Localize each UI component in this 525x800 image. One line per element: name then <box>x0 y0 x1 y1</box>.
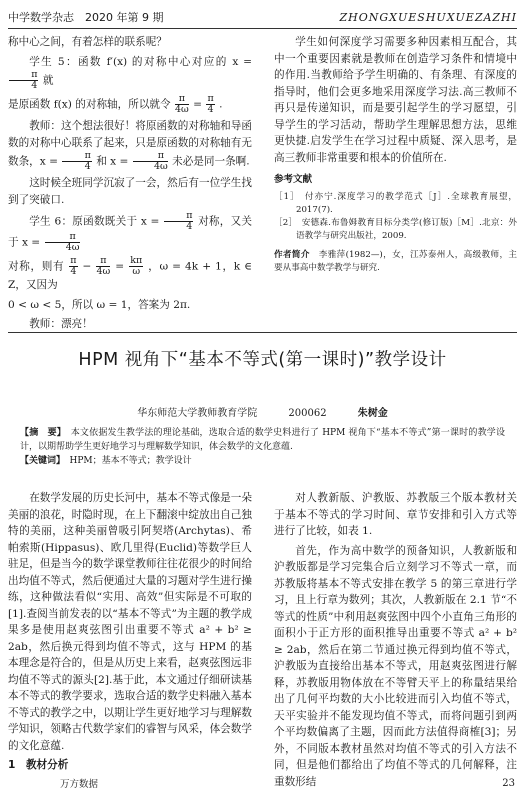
denominator: 4ω <box>175 104 189 115</box>
keywords <box>20 454 505 468</box>
numerator: π <box>207 93 214 104</box>
fraction <box>206 94 214 115</box>
journal-name: 中学数学杂志 2020 年第 9 期 <box>8 11 164 24</box>
author-name: 朱树金 <box>357 408 388 419</box>
numerator: π <box>133 151 168 162</box>
author-note <box>274 249 517 275</box>
denominator: 4ω <box>153 161 168 172</box>
fraction <box>129 256 143 277</box>
fraction <box>45 232 80 253</box>
paragraph <box>8 118 252 172</box>
paragraph <box>8 54 252 92</box>
journal-name-en: ZHONGXUESHUXUEZAZHI <box>339 10 517 24</box>
paragraph: 对人教新版、沪教版、苏教版三个版本教材关于基本不等式的学习时间、章节安排和引入方式等进行了比较，如表 1. <box>274 492 517 537</box>
denominator: 4 <box>186 221 193 232</box>
paragraph <box>8 211 252 253</box>
running-header <box>8 6 517 29</box>
bottom-right-column <box>274 490 517 793</box>
numerator: π <box>9 70 38 81</box>
text: = <box>115 260 125 273</box>
paragraph <box>8 256 252 294</box>
top-left-column <box>8 34 252 336</box>
numerator: π <box>175 94 189 105</box>
bottom-left-column <box>8 490 252 777</box>
denominator: 4 <box>207 104 214 115</box>
text: 是原函数 f(x) 的对称轴，所以就令 <box>8 98 171 111</box>
paragraph: 在数学发展的历史长河中，基本不等式像是一朵美丽的浪花，时隐时现，在上下翻滚中绽放出自己独特的美丽，这种美丽曾吸引阿契塔(Archytas)、希帕索斯(Hippasus)、欧几里得(Euclid)等数学巨人驻足，但是当今的数学课堂教师往往花很少的时间给出均值不等式，然后便通过大量的习题对学生进行操练，这种做法看似“实用、高效”但实际是不可取的[1].查阅当前发表的以“基本不等式”为主题的教学成果多是使用赵爽弦图引出重要不等式 a² + b² ≥ 2ab，然后换元得到均值不等式，这与 HPM 的基本理念是符合的，但是从历史上来看，赵爽弦图远非均值不等式的源头[2].基于此，本文通过仔细研读基本不等式的教学要求，选取合适的数学史料融入基本不等式的教学之中，以期让学生更好地学习与理解数学知识，领略古代数学家们的睿智与风采，体会数学的文化意蕴. <box>8 492 252 752</box>
author-note-label: 作者简介 <box>274 249 310 260</box>
text: − <box>82 260 92 273</box>
numerator: π <box>62 151 91 162</box>
page-number: 23 <box>502 778 515 789</box>
fraction <box>69 256 77 277</box>
paragraph: 首先，作为高中数学的预备知识，人教新版和沪教版都是学习完集合后立刻学习不等式一章，而苏教版将基本不等式安排在教学 5 的第三章进行学习，且上行章为数列；其次，人教新版在 2.1 节“不等式的性质”中利用赵爽弦图中四个小直角三角形的面积小于正方形的面积推导出重要不等式 a² + b² ≥ 2ab，然后在第二节通过换元得到均值不等式，沪教版为直接给出基本不等式，用赵爽弦图进行解释，苏教版用物体放在不等臂天平上的称量结果给出了几何平均数的大小比较进而引入均值不等式，天平实验并不能发现均值不等式，而将问题引到两个平均数偏离了主题，因而此方法值得商榷[3]；另外，不同版本教材虽然对均值不等式的引入方法不同，但是他们都给出了均值不等式的几何解释，注重数形结 <box>274 544 517 788</box>
paragraph: 学生如何深度学习需要多种因素相互配合，其中一个重要因素就是教师在创造学习条件和情境中的作用.当教师给予学生明确的、有条理、有深度的指导时，他们会更多地采用深度学习法.高三教师不再只是传递知识，而是要引起学生的学习愿望，引导学生的学习活动，帮助学生理解思想方法，思维更快捷.启发学生在学习过程中质疑、深入思考，是高三教师非常重要和根本的价值所在. <box>274 36 517 164</box>
text: 学生 5：函数 f′(x) 的对称中心对应的 x = <box>29 55 252 68</box>
paragraph: 这时候全班同学沉寂了一会，然后有一位学生找到了突破口. <box>8 177 252 206</box>
denominator: 4 <box>70 266 77 277</box>
denominator: 4ω <box>65 242 80 253</box>
numerator: π <box>70 255 77 266</box>
text: 对称，则有 <box>8 260 65 273</box>
author-note-text: 李雅萍(1982—)，女，江苏泰州人，高级教师，主要从事高中数学教学与研究. <box>274 249 517 273</box>
text: 就 <box>42 74 54 87</box>
references-title: 参考文献 <box>274 174 313 185</box>
abstract-text: 本文依据发生教学法的理论基础，选取合适的数学史料进行了 HPM 视角下“基本不等式”第一课时的教学设计，以期帮助学生更好地学习与理解数学知识，体会数学的文化意蕴. <box>20 428 505 452</box>
reference-item: ［1］ 付亦宁.深度学习的教学范式［J］.全球教育展望，2017(7). <box>274 191 517 215</box>
paragraph: 0 < ω < 5，所以 ω = 1，答案为 2π. <box>8 298 191 311</box>
article-title: HPM 视角下“基本不等式(第一课时)”教学设计 <box>78 350 447 370</box>
denominator: 4 <box>84 161 91 172</box>
numerator: π <box>96 256 110 267</box>
references-list <box>274 191 517 243</box>
abstract-block <box>20 426 505 468</box>
numerator: π <box>45 232 80 243</box>
reference-item: ［2］ 安德森.布鲁姆教育目标分类学(修订版)［M］.北京：外语教学与研究出版社，2009. <box>274 217 517 241</box>
numerator: π <box>164 211 193 222</box>
watermark-text: 万方数据 <box>60 779 99 790</box>
section-divider <box>8 332 517 333</box>
text: = <box>193 98 203 111</box>
text: 学生 6：原函数既关于 x = <box>29 215 160 228</box>
fraction <box>62 151 91 172</box>
fraction <box>175 94 189 115</box>
text: 对称，又关于 x = <box>8 215 253 249</box>
affiliation-line <box>0 404 525 419</box>
fraction <box>133 151 168 172</box>
text: 和 x = <box>96 155 129 168</box>
text: . <box>219 98 223 111</box>
text: ，ω = 4k + 1，k ∈ Z，又因为 <box>8 260 253 291</box>
postcode: 200062 <box>288 408 327 419</box>
text: 未必是同一条啊. <box>172 155 250 168</box>
section-heading: 1 教材分析 <box>8 759 69 771</box>
affiliation: 华东师范大学教师教育学院 <box>137 408 258 419</box>
abstract <box>20 426 505 454</box>
top-right-column <box>274 34 517 275</box>
paragraph <box>8 94 252 115</box>
denominator: ω <box>132 266 141 277</box>
denominator: 4 <box>31 80 38 91</box>
numerator: kπ <box>130 255 143 266</box>
keywords-label: 【关键词】 <box>20 456 61 466</box>
fraction <box>164 211 193 232</box>
abstract-label: 【摘 要】 <box>20 428 62 438</box>
keywords-text: HPM；基本不等式；教学设计 <box>69 456 192 466</box>
text: 教师：这个想法很好！将原函数的对称轴和导函数的对称中心联系了起来，只是原函数的对称轴有无数条，x = <box>8 120 252 168</box>
paragraph: 称中心之间，有着怎样的联系呢？ <box>8 36 167 48</box>
denominator: 4ω <box>96 266 111 277</box>
fraction <box>96 256 110 277</box>
paragraph: 教师：漂亮！ <box>29 318 93 330</box>
fraction <box>9 70 38 91</box>
